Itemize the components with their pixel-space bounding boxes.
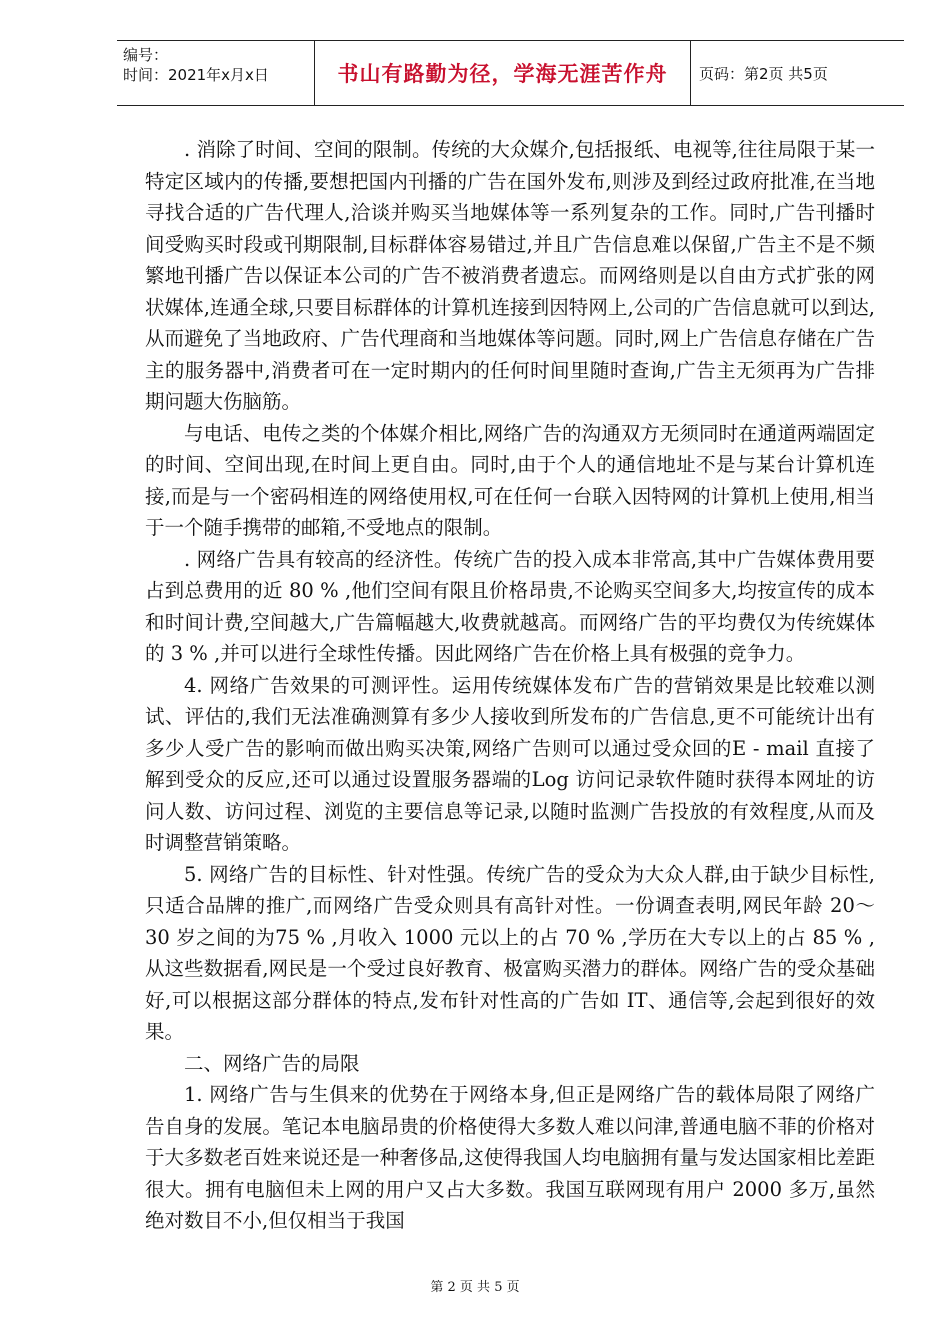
section-heading: 二、网络广告的局限	[184, 1051, 360, 1075]
header-meta	[117, 41, 315, 105]
number-label: 编号：	[123, 46, 169, 64]
header-page-label: 页码：第2页 共5页	[699, 64, 828, 83]
document-body	[145, 134, 875, 1237]
page-footer: 第 2 页 共 5 页	[430, 1280, 520, 1295]
header-motto: 书山有路勤为径，学海无涯苦作舟	[315, 41, 691, 105]
paragraph: 4. 网络广告效果的可测评性。运用传统媒体发布广告的营销效果是比较难以测试、评估的,我们无法准确测算有多少人接收到所发布的广告信息,更不可能统计出有多少人受广告的影响而做出购买决策,网络广告则可以通过受众回的E - mail 直接了解到受众的反应,还可以通过设置服务器端的Log 访问记录软件随时获得本网址的访问人数、访问过程、浏览的主要信息等记录,以随时监测广告投放的有效程度,从而及时调整营销策略。	[145, 673, 875, 854]
paragraph: 5. 网络广告的目标性、针对性强。传统广告的受众为大众人群,由于缺少目标性,只适合品牌的推广,而网络广告受众则具有高针对性。一份调查表明,网民年龄 20～30 岁之间的为75 % ,月收入 1000 元以上的占 70 % ,学历在大专以上的占 85 % ,从这些数据看,网民是一个受过良好教育、极富购买潜力的群体。网络广告的受众基础好,可以根据这部分群体的特点,发布针对性高的广告如 IT、通信等,会起到很好的效果。	[145, 862, 875, 1043]
page-header	[117, 40, 904, 106]
paragraph: . 消除了时间、空间的限制。传统的大众媒介,包括报纸、电视等,往往局限于某一特定区域内的传播,要想把国内刊播的广告在国外发布,则涉及到经过政府批准,在当地寻找合适的广告代理人,洽谈并购买当地媒体等一系列复杂的工作。同时,广告刊播时间受购买时段或刊期限制,目标群体容易错过,并且广告信息难以保留,广告主不是不频繁地刊播广告以保证本公司的广告不被消费者遗忘。而网络则是以自由方式扩张的网状媒体,连通全球,只要目标群体的计算机连接到因特网上,公司的广告信息就可以到达,从而避免了当地政府、广告代理商和当地媒体等问题。同时,网上广告信息存储在广告主的服务器中,消费者可在一定时期内的任何时间里随时查询,广告主无须再为广告排期问题大伤脑筋。	[145, 138, 875, 413]
paragraph: . 网络广告具有较高的经济性。传统广告的投入成本非常高,其中广告媒体费用要占到总费用的近 80 % ,他们空间有限且价格昂贵,不论购买空间多大,均按宣传的成本和时间计费,空间越大,广告篇幅越大,收费就越高。而网络广告的平均费仅为传统媒体的 3 % ,并可以进行全球性传播。因此网络广告在价格上具有极强的竞争力。	[145, 547, 875, 665]
paragraph: 1. 网络广告与生俱来的优势在于网络本身,但正是网络广告的载体局限了网络广告自身的发展。笔记本电脑昂贵的价格使得大多数人难以问津,普通电脑不菲的价格对于大多数老百姓来说还是一种奢侈品,这使得我国人均电脑拥有量与发达国家相比差距很大。拥有电脑但未上网的用户又占大多数。我国互联网现有用户 2000 多万,虽然绝对数目不小,但仅相当于我国	[145, 1083, 875, 1232]
paragraph: 与电话、电传之类的个体媒介相比,网络广告的沟通双方无须同时在通道两端固定的时间、空间出现,在时间上更自由。同时,由于个人的通信地址不是与某台计算机连接,而是与一个密码相连的网络使用权,可在任何一台联入因特网的计算机上使用,相当于一个随手携带的邮箱,不受地点的限制。	[145, 421, 875, 539]
time-label: 时间：2021年x月x日	[123, 66, 269, 84]
